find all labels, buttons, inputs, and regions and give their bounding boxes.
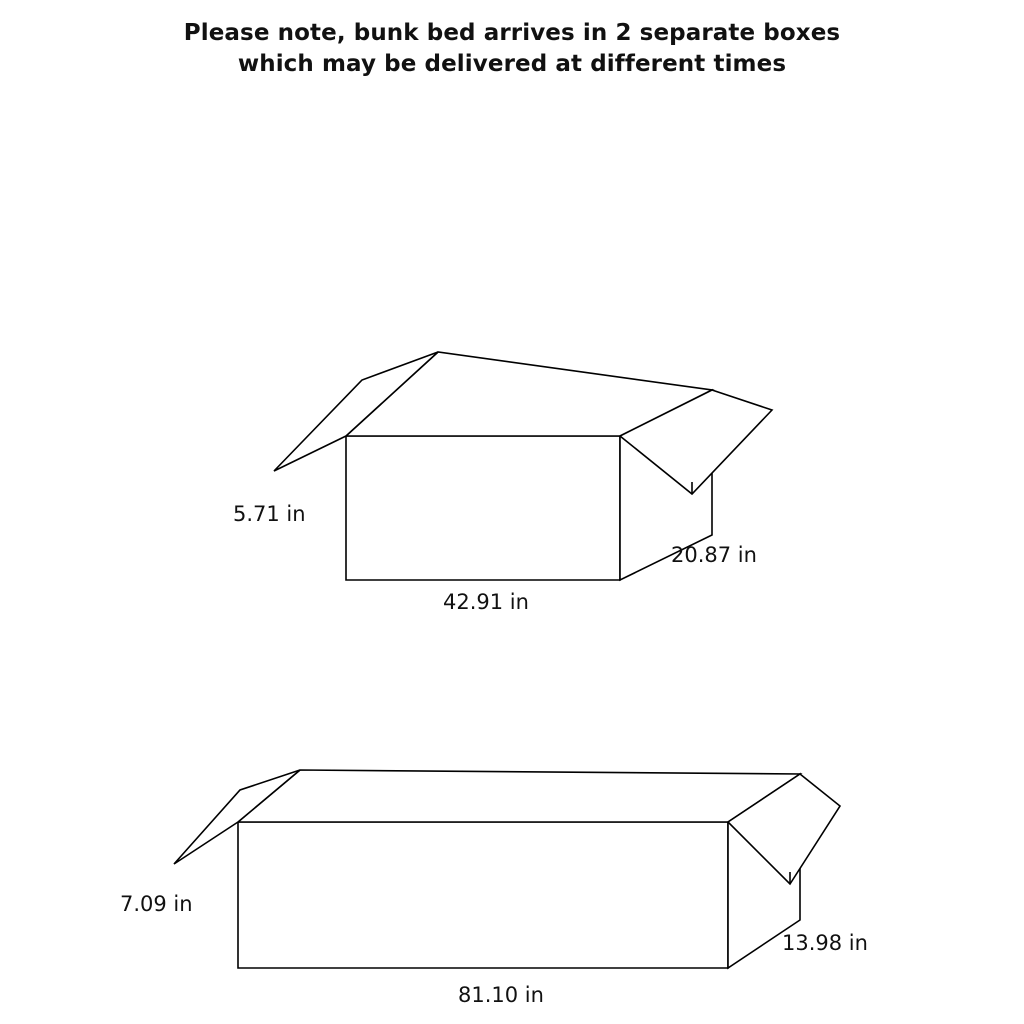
box-1-width-label: 42.91 in <box>443 590 529 614</box>
shipping-note-line-1: Please note, bunk bed arrives in 2 separate boxes <box>183 20 841 46</box>
box-2-illustration <box>174 770 840 968</box>
shipping-note-line-2: which may be delivered at different times <box>237 51 787 77</box>
box-1-depth-label: 20.87 in <box>671 543 757 567</box>
box-2-depth-label: 13.98 in <box>782 931 868 955</box>
box-1-height-label: 5.71 in <box>233 502 306 526</box>
box-2-height-label: 7.09 in <box>120 892 193 916</box>
box-2-width-label: 81.10 in <box>458 983 544 1007</box>
